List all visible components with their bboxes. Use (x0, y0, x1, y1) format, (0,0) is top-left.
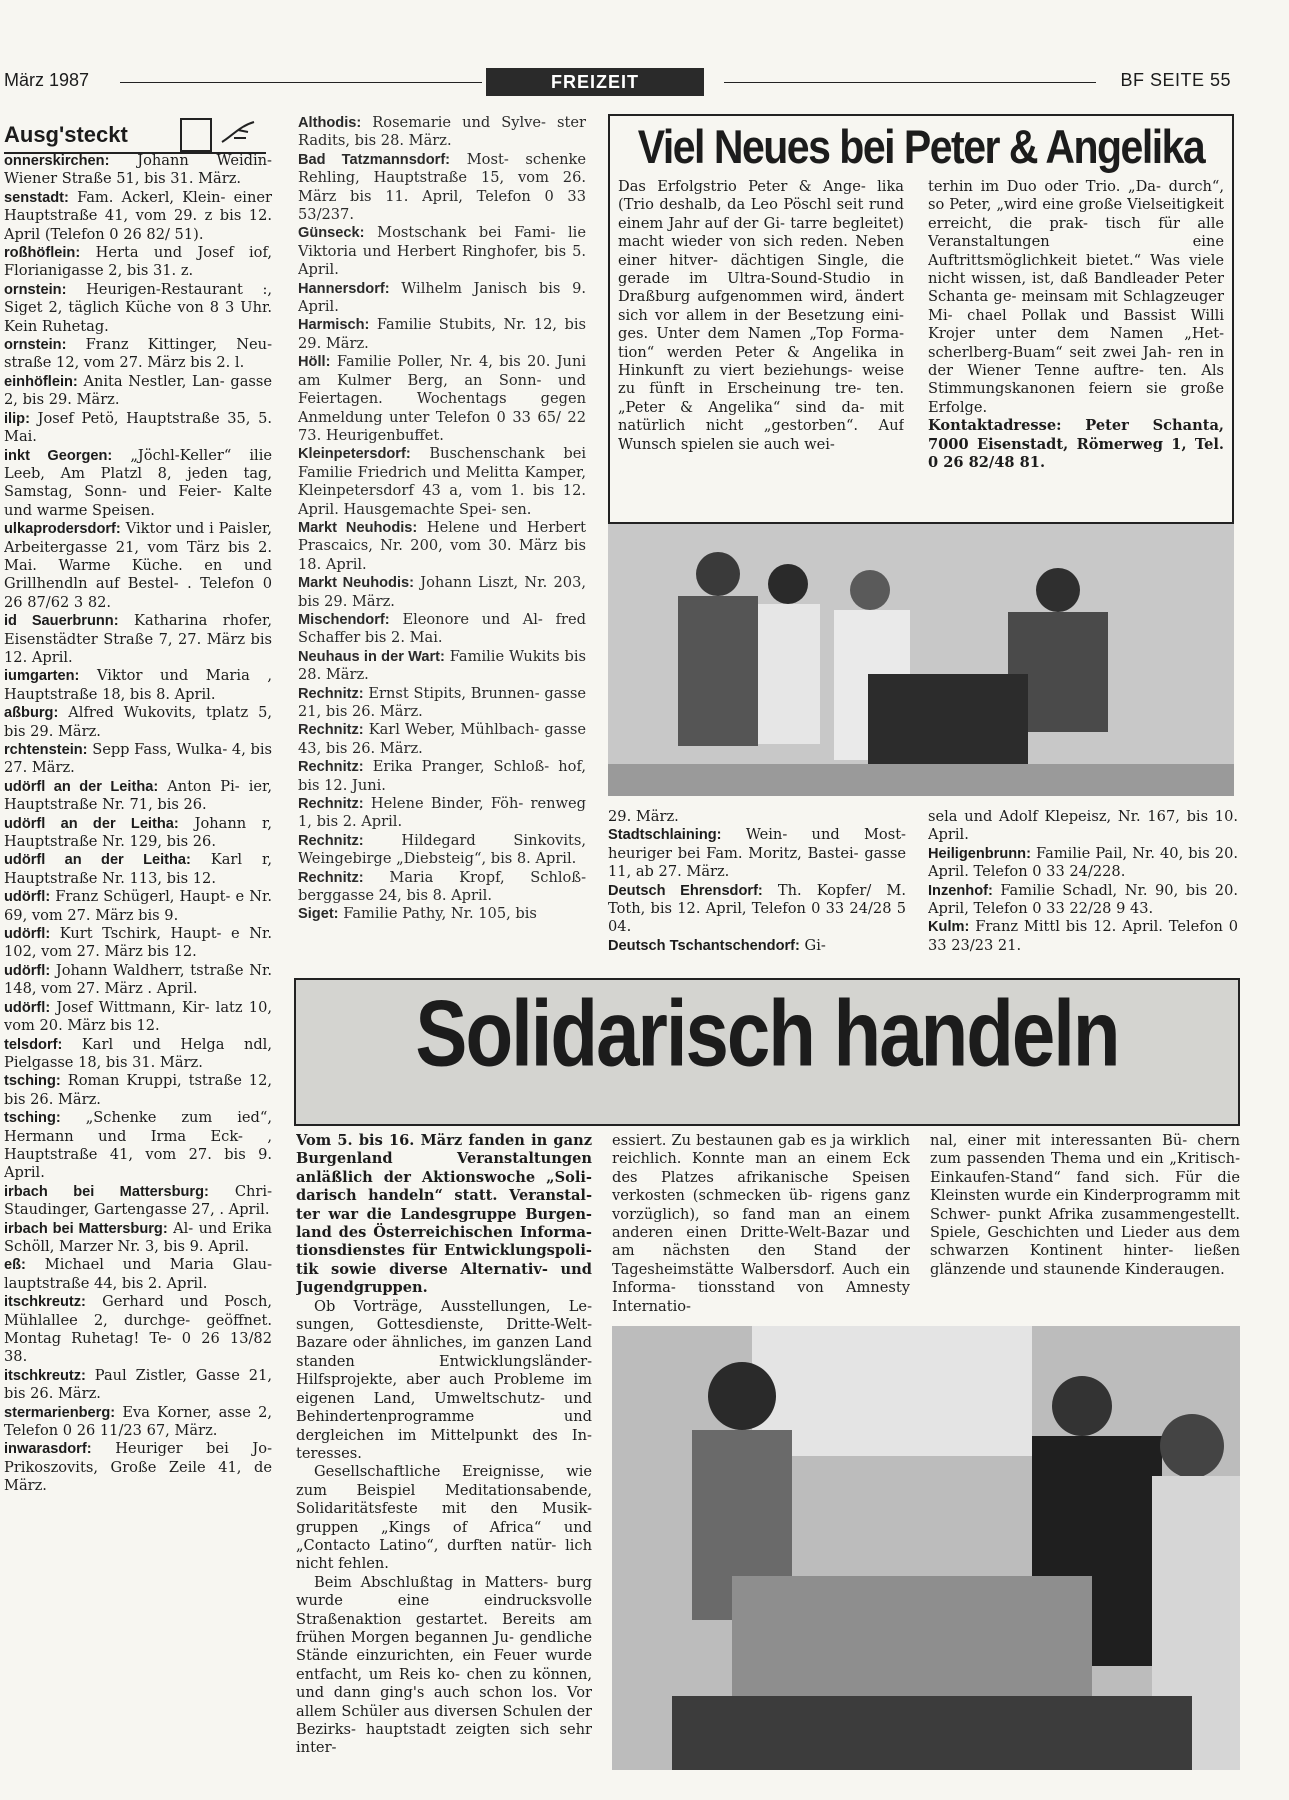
listing-place: Rechnitz: (298, 869, 364, 886)
listing-place: iumgarten: (4, 668, 80, 685)
listing-entry (4, 667, 272, 704)
listing-place: Neuhaus in der Wart: (298, 648, 445, 665)
listing-details: Helene Binder, Föh- renweg 1, bis 2. April. (298, 795, 586, 831)
listing-place: Althodis: (298, 115, 362, 131)
article-text: Gesellschaftliche Ereignisse, wie zum Beispiel Meditationsabende, Solidaritätsfeste mit den Musik- gruppen „Kings of Africa“ und „Contacto Latino“, durften natür- lich nicht fehlen. (296, 1463, 592, 1573)
listing-entry (298, 519, 586, 574)
listing-details: Hildegard Sinkovits, Weingebirge „Diebsteig“, bis 8. April. (298, 831, 586, 868)
listing-entry (4, 1036, 272, 1073)
listing-place: ulkaprodersdorf: (4, 521, 121, 538)
listing-entry (4, 1440, 272, 1495)
listing-entry (298, 832, 586, 869)
listing-place: Stadtschlaining: (608, 827, 722, 844)
listing-entry (4, 336, 272, 373)
listing-place: udörfl an der Leitha: (4, 778, 159, 795)
listing-entry (4, 447, 272, 521)
listing-details: Rosemarie und Sylve- ster Radits, bis 28. März. (298, 114, 586, 150)
listing-entry (4, 410, 272, 447)
listing-entry (298, 224, 586, 279)
listing-entry (4, 1293, 272, 1367)
article-title-peter-angelika: Viel Neues bei Peter & Angelika (637, 120, 1205, 174)
article-column (930, 1132, 1240, 1318)
listing-place: tsching: (4, 1073, 61, 1090)
bazaar-photo-illustration (612, 1326, 1240, 1770)
listing-details: Familie Schadl, Nr. 90, bis 20. April, Telefon 0 33 22/28 9 43. (928, 881, 1238, 918)
listing-place: inwarasdorf: (4, 1441, 92, 1458)
listing-details: Alfred Wukovits, tplatz 5, bis 29. März. (4, 704, 272, 740)
listing-place: udörfl an der Leitha: (4, 815, 179, 832)
listing-details: Most- schenke Rehling, Hauptstraße 15, vom 26. März bis 11. April, Telefon 0 33 53/237. (298, 150, 586, 224)
listing-entry (608, 826, 906, 881)
listing-details: Erika Pranger, Schloß- hof, bis 12. Juni. (298, 758, 586, 794)
listing-details: Johann Liszt, Nr. 203, bis 29. März. (298, 574, 586, 610)
listing-entry (4, 152, 272, 189)
listing-entry (4, 1220, 272, 1257)
listing-details: Familie Pathy, Nr. 105, bis (343, 905, 537, 923)
listing-details: Michael und Maria Glau- lauptstraße 44, bis 2. April. (4, 1256, 272, 1292)
article-text: terhin im Duo oder Trio. „Da- durch“, so Peter, „wird eine große Vielseitigkeit erreicht, die prak- tisch für alle Veranstaltungen eine Auftrittsmöglichkeit bietet.“ Was viele nicht wissen, ist, daß Bandleader Peter Schanta ge- meinsam mit Schlagzeuger Mi- chael Pollak und Bassist Willi Krojer unter dem Namen „Het- scherlberg-Buam“ seit zwei Jah- ren in der Wiener Tenne auftre- ten. Als Stimmungskanonen feiern sie große Erfolge. (928, 178, 1224, 416)
listing-entry (4, 704, 272, 741)
listing-details: Roman Kruppi, tstraße 12, bis 26. März. (4, 1072, 272, 1108)
listing-entry (4, 281, 272, 336)
listing-details: Anton Pi- ier, Hauptstraße Nr. 71, bis 26. (4, 777, 272, 814)
listing-details: Josef Petö, Hauptstraße 35, 5. Mai. (4, 409, 272, 446)
listing-details: Wein- und Most- heuriger bei Fam. Moritz, Bastei- gasse 11, ab 27. März. (608, 826, 906, 881)
listing-entry (4, 1367, 272, 1404)
listing-details: Eleonore und Al- fred Schaffer bis 2. Mai. (298, 610, 586, 647)
article-column (296, 1132, 592, 1772)
listing-place: tsching: (4, 1110, 61, 1127)
listing-entry (298, 445, 586, 519)
page-number: BF SEITE 55 (1120, 70, 1231, 90)
listing-details: Ernst Stipits, Brunnen- gasse 21, bis 26. März. (298, 684, 586, 720)
listing-details: „Jöchl-Keller“ ilie Leeb, Am Platzl 8, jeden tag, Samstag, Sonn- und Feier- Kalte und warme Speisen. (4, 446, 272, 519)
listing-entry (4, 520, 272, 612)
listing-details: Karl r, Hauptstraße Nr. 113, bis 12. (4, 851, 272, 887)
listing-place: Markt Neuhodis: (298, 575, 414, 592)
listing-details: Karl Weber, Mühlbach- gasse 43, bis 26. März. (298, 721, 586, 757)
listing-place: onnerskirchen: (4, 153, 110, 169)
listing-entry (298, 721, 586, 758)
listing-entry (4, 1404, 272, 1441)
listing-details: Gi- (804, 936, 826, 954)
listing-place: eß: (4, 1257, 26, 1274)
listing-entry (298, 353, 586, 445)
article-column (618, 178, 904, 518)
listing-entry (298, 151, 586, 225)
header-rule-right (724, 82, 1096, 83)
page-header (0, 68, 1289, 100)
listing-entry (608, 882, 906, 937)
listing-entry (4, 612, 272, 667)
listing-place: stermarienberg: (4, 1404, 116, 1421)
listing-details: Johann r, Hauptstraße Nr. 129, bis 26. (4, 814, 272, 851)
listing-details: Viktor und i Paisler, Arbeitergasse 21, vom Tärz bis 2. Mai. Warme Küche. en und Grillhendln auf Bestel- . Telefon 0 26 87/62 3 82. (4, 520, 272, 611)
listing-entry (4, 244, 272, 281)
ausgsteckt-list (4, 152, 272, 1772)
listing-entry (298, 316, 586, 353)
listing-entry (4, 1072, 272, 1109)
listing-place: Deutsch Tschantschendorf: (608, 937, 800, 954)
listing-entry (4, 189, 272, 244)
listing-place: Harmisch: (298, 317, 370, 334)
listing-details: Karl und Helga ndl, Pielgasse 18, bis 31. März. (4, 1035, 272, 1071)
listing-details: Franz Mittl bis 12. April. Telefon 0 33 23/23 21. (928, 918, 1238, 954)
listing-place: ornstein: (4, 281, 67, 298)
listing-entry (608, 937, 906, 955)
listing-place: Kleinpetersdorf: (298, 446, 411, 463)
listing-entry (4, 1256, 272, 1293)
listing-details: Johann Waldherr, tstraße Nr. 148, vom 27. März . April. (4, 961, 272, 998)
listing-place: Günseck: (298, 225, 365, 242)
listing-place: Mischendorf: (298, 611, 390, 628)
listing-entry (4, 851, 272, 888)
listing-place: senstadt: (4, 189, 69, 206)
listing-entry (928, 845, 1238, 882)
listing-place: Hannersdorf: (298, 280, 390, 297)
listing-place: ilip: (4, 410, 30, 427)
band-photo (608, 524, 1234, 796)
article-column (612, 1132, 910, 1318)
listing-details: Familie Stubits, Nr. 12, bis 29. März. (298, 316, 586, 352)
listing-details: Al- und Erika Schöll, Marzer Nr. 3, bis 9. April. (4, 1219, 272, 1255)
listing-place: inkt Georgen: (4, 447, 113, 464)
listing-place: udörfl: (4, 962, 51, 979)
bush-symbol-box (180, 118, 212, 152)
listing-place: Kulm: (928, 919, 970, 936)
listing-entry (4, 1183, 272, 1220)
listing-place: Höll: (298, 354, 331, 371)
article-text: Das Erfolgstrio Peter & Ange- lika (Trio deshalb, da Leo Pöschl seit rund einem Jahr auf der Gi- tarre begleitet) macht wieder von sich reden. Neben einer hitver- dächtigen Single, die gerade im Ultra-Sound-Studio in Draßburg aufgenommen wird, ändert sich vor allem in der Besetzung eini- ges. Unter dem Namen „Top Forma- tion“ werden Peter & Angelika in Hinkunft zu viert beziehungs- weise zu fünft in Erscheinung tre- ten. „Peter & Angelika“ sind da- mit natürlich nicht „gestorben“. Auf Wunsch spielen sie auch wei- (618, 178, 904, 453)
article-lead: Vom 5. bis 16. März fanden in ganz Burgenland Veranstaltungen anläßlich der Aktionswoche „Soli- darisch handeln“ statt. Veranstal- ter war die Landesgruppe Burgen- land des Österreichischen Informa- tionsdienstes für Entwicklungspoli- tik sowie diverse Alternativ- und Jugendgruppen. (296, 1132, 592, 1297)
listing-details: Anita Nestler, Lan- gasse 2, bis 29. März. (4, 372, 272, 409)
listing-entry (298, 648, 586, 685)
ausgsteckt-list-continued (928, 808, 1238, 960)
listing-place: Deutsch Ehrensdorf: (608, 882, 763, 899)
listing-entry (298, 685, 586, 722)
listing-entry (4, 962, 272, 999)
issue-date: März 1987 (4, 70, 90, 90)
listing-entry (298, 795, 586, 832)
listing-place: ornstein: (4, 337, 67, 354)
listing-place: Rechnitz: (298, 832, 364, 849)
listing-details: Helene und Herbert Prascaics, Nr. 200, vom 30. März bis 18. April. (298, 518, 586, 573)
listing-details: 29. März. (608, 808, 679, 825)
article-text: Ob Vorträge, Ausstellungen, Le- sungen, Gottesdienste, Dritte-Welt- Bazare oder ähnliches, im ganzen Land standen Entwicklungsländer- Hilfsprojekte, aber auch Probleme im eigenen Land, Umweltschutz- und Behindertenprogramme und dergleichen im Mittelpunkt des In- teresses. (296, 1297, 592, 1462)
listing-entry (4, 741, 272, 778)
listing-details: Franz Schügerl, Haupt- e Nr. 69, vom 27. März bis 9. (4, 888, 272, 924)
listing-entry (298, 869, 586, 906)
listing-place: Markt Neuhodis: (298, 519, 418, 536)
listing-place: Inzenhof: (928, 882, 993, 899)
listing-place: Siget: (298, 906, 339, 923)
listing-entry (608, 808, 906, 826)
listing-details: Wilhelm Janisch bis 9. April. (298, 279, 586, 316)
listing-details: Josef Wittmann, Kir- latz 10, vom 20. März bis 12. (4, 998, 272, 1035)
article-text: nal, einer mit interessanten Bü- chern zum passenden Thema und ein „Kritisch-Einkaufen-Stand“ fand sich. Für die Kleinsten wurde ein Kinderprogramm mit Schwer- punkt Afrika zusammengestellt. Spiele, Geschichten und Lieder aus dem schwarzen Kontinent hinter- ließen glänzende und staunende Kinderaugen. (930, 1132, 1240, 1278)
listing-details: Maria Kropf, Schloß- berggasse 24, bis 8. April. (298, 868, 586, 905)
ausgsteckt-title: Ausg'steckt (4, 122, 128, 147)
article-text: essiert. Zu bestaunen gab es ja wirklich reichlich. Konnte man an einem Eck des Platzes afrikanische Speisen verkosten (schmecken üb- rigens ganz vorzüglich), so fand man an einem anderen einen Dritte-Welt-Bazar und am nächsten den Stand der Tagesheimstätte Walbersdorf. Auch ein Informa- tionsstand von Amnesty Internatio- (612, 1132, 910, 1315)
listing-details: Chri- Staudinger, Gartengasse 27, . April. (4, 1182, 272, 1219)
listing-entry (4, 373, 272, 410)
listing-place: Rechnitz: (298, 722, 364, 739)
ausgsteckt-heading (4, 118, 266, 154)
article-column (928, 178, 1224, 518)
listing-entry (4, 778, 272, 815)
listing-entry (4, 888, 272, 925)
listing-place: itschkreutz: (4, 1367, 86, 1384)
listing-place: id Sauerbrunn: (4, 613, 119, 630)
listing-place: udörfl: (4, 999, 51, 1016)
listing-place: roßhöflein: (4, 245, 81, 262)
bazaar-photo (612, 1326, 1240, 1770)
listing-details: Heuriger bei Jo- Prikoszovits, Große Zeile 41, de März. (4, 1440, 272, 1495)
listing-entry (298, 611, 586, 648)
listing-entry (298, 905, 586, 923)
listing-place: Rechnitz: (298, 685, 364, 702)
listing-entry (4, 815, 272, 852)
section-badge: FREIZEIT (486, 68, 704, 96)
band-photo-illustration (608, 524, 1234, 796)
listing-details: Sepp Fass, Wulka- 4, bis 27. März. (4, 741, 272, 777)
listing-details: Paul Zistler, Gasse 21, bis 26. März. (4, 1366, 272, 1403)
listing-entry (4, 1109, 272, 1183)
listing-entry (298, 758, 586, 795)
contact-address: Kontaktadresse: Peter Schanta, 7000 Eisenstadt, Römerweg 1, Tel. 0 26 82/48 81. (928, 417, 1224, 472)
listing-place: udörfl: (4, 926, 51, 943)
listing-entry (298, 574, 586, 611)
listing-details: Franz Kittinger, Neu- straße 12, vom 27. März bis 2. l. (4, 336, 272, 372)
listing-details: Mostschank bei Fami- lie Viktoria und Herbert Ringhofer, bis 5. April. (298, 224, 586, 279)
listing-place: aßburg: (4, 705, 59, 722)
listing-entry (4, 999, 272, 1036)
listing-entry (298, 280, 586, 317)
listing-details: Kurt Tschirk, Haupt- e Nr. 102, vom 27. März bis 12. (4, 925, 272, 961)
listing-details: Th. Kopfer/ M. Toth, bis 12. April, Telefon 0 33 24/28 5 04. (608, 881, 906, 936)
listing-details: Buschenschank bei Familie Friedrich und Melitta Kamper, Kleinpetersdorf 43 a, vom 1. bis 12. April. Hausgemachte Spei- sen. (298, 445, 586, 518)
listing-details: „Schenke zum ied“, Hermann und Irma Eck- , Hauptstraße 41, vom 27. bis 9. April. (4, 1109, 272, 1182)
listing-entry (4, 925, 272, 962)
listing-place: Rechnitz: (298, 759, 364, 776)
listing-details: Viktor und Maria , Hauptstraße 18, bis 8. April. (4, 667, 272, 703)
listing-entry (298, 114, 586, 151)
listing-details: Eva Korner, asse 2, Telefon 0 26 11/23 67, März. (4, 1403, 272, 1440)
listing-place: irbach bei Mattersburg: (4, 1183, 209, 1200)
listing-place: udörfl: (4, 889, 51, 906)
article-title-solidarisch: Solidarisch handeln (415, 980, 1119, 1086)
listing-details: Herta und Josef iof, Florianigasse 2, bis 31. z. (4, 244, 272, 280)
article-text: Beim Abschlußtag in Matters- burg wurde eine eindrucksvolle Straßenaktion gestartet. Bereits am frühen Morgen begannen Ju- gendliche Stände einzurichten, ein Feuer wurde entfacht, um Reis ko- chen zu können, und dann ging's auch schon los. Vor allem Schüler aus diversen Schulen der Bezirks- hauptstadt zeigten sich sehr inter- (296, 1573, 592, 1757)
listing-place: Heiligenbrunn: (928, 845, 1031, 862)
listing-entry (928, 918, 1238, 955)
bush-icon (220, 118, 256, 148)
listing-details: Familie Poller, Nr. 4, bis 20. Juni am Kulmer Berg, an Sonn- und Feiertagen. Wochentags gegen Anmeldung unter Telefon 0 33 65/ 22 73. Heurigenbuffet. (298, 353, 586, 444)
listing-entry (928, 882, 1238, 919)
listing-details: Familie Pail, Nr. 40, bis 20. April. Telefon 0 33 24/228. (928, 844, 1238, 881)
listing-place: udörfl an der Leitha: (4, 852, 191, 869)
listing-details: Gerhard und Posch, Mühlallee 2, durchge- geöffnet. Montag Ruhetag! Te- 0 26 13/82 38. (4, 1293, 272, 1366)
listing-details: sela und Adolf Klepeisz, Nr. 167, bis 10. April. (928, 808, 1238, 844)
listing-place: irbach bei Mattersburg: (4, 1220, 168, 1237)
listing-place: rchtenstein: (4, 742, 88, 758)
listing-details: Fam. Ackerl, Klein- einer Hauptstraße 41, vom 29. z bis 12. April (Telefon 0 26 82/ 51). (4, 188, 272, 243)
listing-place: itschkreutz: (4, 1294, 86, 1311)
listing-details: Katharina rhofer, Eisenstädter Straße 7, 27. März bis 12. April. (4, 612, 272, 666)
listing-place: telsdorf: (4, 1036, 63, 1053)
listing-details: Familie Wukits bis 28. März. (298, 647, 586, 684)
listing-details: Heurigen-Restaurant :, Siget 2, täglich Küche von 8 3 Uhr. Kein Ruhetag. (4, 280, 272, 335)
header-rule-left (120, 82, 482, 83)
listing-details: Johann Weidin- Wiener Straße 51, bis 31. März. (4, 152, 272, 188)
listing-place: Bad Tatzmannsdorf: (298, 151, 451, 168)
listing-place: Rechnitz: (298, 796, 364, 813)
ausgsteckt-list-continued (608, 808, 906, 960)
ausgsteckt-list-continued (298, 114, 586, 958)
listing-place: einhöflein: (4, 373, 78, 390)
listing-entry (928, 808, 1238, 845)
